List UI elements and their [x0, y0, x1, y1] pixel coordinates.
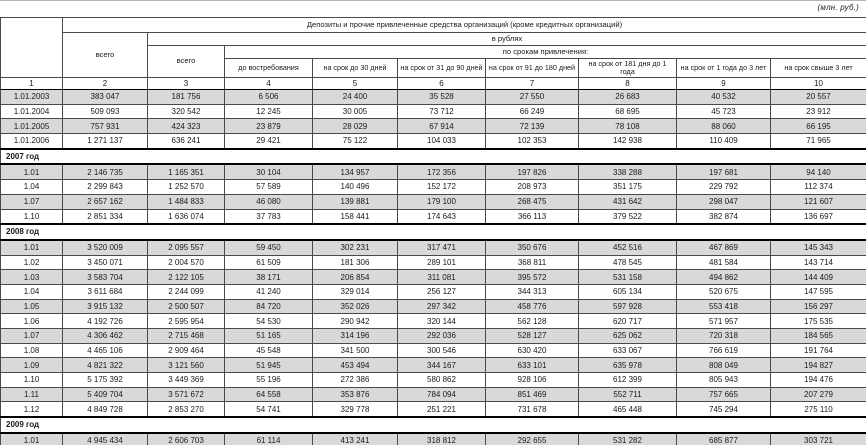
value-cell: 341 500 [313, 343, 398, 358]
value-cell: 6 506 [225, 90, 313, 105]
value-cell: 37 783 [225, 209, 313, 224]
value-cell: 2 299 843 [63, 180, 148, 195]
value-cell: 268 475 [486, 194, 579, 209]
value-cell: 528 127 [486, 329, 579, 344]
date-cell: 1.10 [1, 373, 63, 388]
value-cell: 23 912 [771, 104, 866, 119]
header-row-group [1, 18, 866, 33]
value-cell: 23 879 [225, 119, 313, 134]
deposits-table [0, 17, 866, 445]
value-cell: 144 409 [771, 270, 866, 285]
value-cell: 465 448 [579, 402, 677, 417]
year-section-row [1, 417, 866, 433]
value-cell: 3 611 684 [63, 284, 148, 299]
value-cell: 382 874 [677, 209, 771, 224]
value-cell: 139 881 [313, 194, 398, 209]
col-number: 10 [771, 78, 866, 90]
value-cell: 145 343 [771, 240, 866, 255]
value-cell: 290 942 [313, 314, 398, 329]
table-row [1, 134, 866, 149]
value-cell: 4 821 322 [63, 358, 148, 373]
table-row [1, 387, 866, 402]
table-row [1, 314, 866, 329]
value-cell: 66 195 [771, 119, 866, 134]
value-cell: 197 826 [486, 164, 579, 179]
term-col-header: на срок до 30 дней [313, 59, 398, 78]
value-cell: 51 165 [225, 329, 313, 344]
year-section-row [1, 149, 866, 165]
year-section-row [1, 224, 866, 240]
col-number: 3 [148, 78, 225, 90]
value-cell: 4 945 434 [63, 433, 148, 445]
value-cell: 292 036 [398, 329, 486, 344]
value-cell: 3 520 009 [63, 240, 148, 255]
value-cell: 383 047 [63, 90, 148, 105]
value-cell: 413 241 [313, 433, 398, 445]
value-cell: 3 583 704 [63, 270, 148, 285]
value-cell: 3 121 560 [148, 358, 225, 373]
value-cell: 350 676 [486, 240, 579, 255]
value-cell: 1 484 833 [148, 194, 225, 209]
value-cell: 625 062 [579, 329, 677, 344]
date-cell: 1.04 [1, 284, 63, 299]
value-cell: 59 450 [225, 240, 313, 255]
value-cell: 181 306 [313, 255, 398, 270]
value-cell: 181 756 [148, 90, 225, 105]
value-cell: 552 711 [579, 387, 677, 402]
value-cell: 66 249 [486, 104, 579, 119]
value-cell: 757 931 [63, 119, 148, 134]
total-all-header: всего [63, 33, 148, 78]
value-cell: 51 945 [225, 358, 313, 373]
table-head-rows [1, 18, 866, 90]
table-row [1, 240, 866, 255]
value-cell: 27 550 [486, 90, 579, 105]
date-cell: 1.01 [1, 164, 63, 179]
value-cell: 110 409 [677, 134, 771, 149]
date-cell: 1.01 [1, 433, 63, 445]
date-cell: 1.01.2006 [1, 134, 63, 149]
value-cell: 20 557 [771, 90, 866, 105]
value-cell: 467 869 [677, 240, 771, 255]
value-cell: 73 712 [398, 104, 486, 119]
value-cell: 297 342 [398, 299, 486, 314]
term-col-header: на срок от 181 дня до 1 года [579, 59, 677, 78]
table-row [1, 104, 866, 119]
col-number: 2 [63, 78, 148, 90]
value-cell: 2 853 270 [148, 402, 225, 417]
value-cell: 174 643 [398, 209, 486, 224]
date-cell: 1.02 [1, 255, 63, 270]
value-cell: 2 244 099 [148, 284, 225, 299]
value-cell: 272 386 [313, 373, 398, 388]
value-cell: 2 657 162 [63, 194, 148, 209]
table-row [1, 180, 866, 195]
date-cell: 1.12 [1, 402, 63, 417]
value-cell: 46 080 [225, 194, 313, 209]
value-cell: 84 720 [225, 299, 313, 314]
value-cell: 320 144 [398, 314, 486, 329]
value-cell: 12 245 [225, 104, 313, 119]
term-col-header: до востребования [225, 59, 313, 78]
unit-label: (млн. руб.) [817, 3, 859, 12]
value-cell: 229 792 [677, 180, 771, 195]
date-cell: 1.04 [1, 180, 63, 195]
year-section-label: 2009 год [1, 417, 866, 433]
col-number: 4 [225, 78, 313, 90]
value-cell: 67 914 [398, 119, 486, 134]
value-cell: 2 606 703 [148, 433, 225, 445]
value-cell: 5 409 704 [63, 387, 148, 402]
value-cell: 134 957 [313, 164, 398, 179]
value-cell: 112 374 [771, 180, 866, 195]
value-cell: 71 965 [771, 134, 866, 149]
value-cell: 57 589 [225, 180, 313, 195]
table-row [1, 255, 866, 270]
value-cell: 1 636 074 [148, 209, 225, 224]
value-cell: 5 175 392 [63, 373, 148, 388]
date-cell: 1.06 [1, 314, 63, 329]
value-cell: 597 928 [579, 299, 677, 314]
value-cell: 142 938 [579, 134, 677, 149]
value-cell: 41 240 [225, 284, 313, 299]
value-cell: 102 353 [486, 134, 579, 149]
value-cell: 453 494 [313, 358, 398, 373]
header-row-currency [1, 33, 866, 46]
value-cell: 206 854 [313, 270, 398, 285]
value-cell: 143 714 [771, 255, 866, 270]
table-row [1, 164, 866, 179]
total-rub-header: всего [148, 46, 225, 78]
value-cell: 2 095 557 [148, 240, 225, 255]
table-title-cell: Депозиты и прочие привлеченные средства организаций (кроме кредитных организаций) [63, 18, 866, 33]
value-cell: 275 110 [771, 402, 866, 417]
table-row [1, 433, 866, 445]
value-cell: 329 778 [313, 402, 398, 417]
value-cell: 633 101 [486, 358, 579, 373]
table-row [1, 209, 866, 224]
year-section-label: 2008 год [1, 224, 866, 240]
value-cell: 68 695 [579, 104, 677, 119]
value-cell: 531 158 [579, 270, 677, 285]
value-cell: 2 146 735 [63, 164, 148, 179]
value-cell: 636 241 [148, 134, 225, 149]
value-cell: 344 313 [486, 284, 579, 299]
value-cell: 351 175 [579, 180, 677, 195]
value-cell: 194 476 [771, 373, 866, 388]
value-cell: 78 108 [579, 119, 677, 134]
table-row [1, 299, 866, 314]
value-cell: 251 221 [398, 402, 486, 417]
value-cell: 179 100 [398, 194, 486, 209]
value-cell: 784 094 [398, 387, 486, 402]
value-cell: 30 104 [225, 164, 313, 179]
value-cell: 731 678 [486, 402, 579, 417]
value-cell: 175 535 [771, 314, 866, 329]
year-section-label: 2007 год [1, 149, 866, 165]
value-cell: 580 862 [398, 373, 486, 388]
value-cell: 478 545 [579, 255, 677, 270]
value-cell: 28 029 [313, 119, 398, 134]
value-cell: 805 943 [677, 373, 771, 388]
value-cell: 3 915 132 [63, 299, 148, 314]
table-row [1, 90, 866, 105]
table-body [1, 90, 866, 445]
date-cell: 1.09 [1, 358, 63, 373]
header-row-column-numbers [1, 78, 866, 90]
term-col-header: на срок свыше 3 лет [771, 59, 866, 78]
corner-cell [1, 18, 63, 78]
value-cell: 605 134 [579, 284, 677, 299]
term-col-header: на срок от 1 года до 3 лет [677, 59, 771, 78]
value-cell: 75 122 [313, 134, 398, 149]
value-cell: 292 655 [486, 433, 579, 445]
value-cell: 300 546 [398, 343, 486, 358]
table-row [1, 373, 866, 388]
col-number: 8 [579, 78, 677, 90]
value-cell: 424 323 [148, 119, 225, 134]
value-cell: 352 026 [313, 299, 398, 314]
value-cell: 38 171 [225, 270, 313, 285]
date-cell: 1.10 [1, 209, 63, 224]
value-cell: 55 196 [225, 373, 313, 388]
value-cell: 452 516 [579, 240, 677, 255]
value-cell: 156 297 [771, 299, 866, 314]
value-cell: 194 827 [771, 358, 866, 373]
value-cell: 172 356 [398, 164, 486, 179]
value-cell: 720 318 [677, 329, 771, 344]
value-cell: 29 421 [225, 134, 313, 149]
value-cell: 2 500 507 [148, 299, 225, 314]
value-cell: 45 548 [225, 343, 313, 358]
col-number: 5 [313, 78, 398, 90]
table-row [1, 270, 866, 285]
table-row [1, 329, 866, 344]
value-cell: 620 717 [579, 314, 677, 329]
value-cell: 94 140 [771, 164, 866, 179]
value-cell: 344 167 [398, 358, 486, 373]
value-cell: 72 139 [486, 119, 579, 134]
value-cell: 303 721 [771, 433, 866, 445]
value-cell: 54 530 [225, 314, 313, 329]
value-cell: 61 509 [225, 255, 313, 270]
value-cell: 35 528 [398, 90, 486, 105]
date-cell: 1.01.2004 [1, 104, 63, 119]
col-number: 1 [1, 78, 63, 90]
value-cell: 61 114 [225, 433, 313, 445]
value-cell: 338 288 [579, 164, 677, 179]
value-cell: 136 697 [771, 209, 866, 224]
value-cell: 24 400 [313, 90, 398, 105]
value-cell: 366 113 [486, 209, 579, 224]
date-cell: 1.05 [1, 299, 63, 314]
value-cell: 4 306 462 [63, 329, 148, 344]
value-cell: 318 812 [398, 433, 486, 445]
value-cell: 571 957 [677, 314, 771, 329]
value-cell: 289 101 [398, 255, 486, 270]
value-cell: 152 172 [398, 180, 486, 195]
value-cell: 311 081 [398, 270, 486, 285]
value-cell: 320 542 [148, 104, 225, 119]
value-cell: 329 014 [313, 284, 398, 299]
value-cell: 298 047 [677, 194, 771, 209]
value-cell: 2 909 464 [148, 343, 225, 358]
value-cell: 208 973 [486, 180, 579, 195]
value-cell: 45 723 [677, 104, 771, 119]
value-cell: 158 441 [313, 209, 398, 224]
date-cell: 1.01.2005 [1, 119, 63, 134]
value-cell: 121 607 [771, 194, 866, 209]
term-col-header: на срок от 91 до 180 дней [486, 59, 579, 78]
value-cell: 302 231 [313, 240, 398, 255]
value-cell: 808 049 [677, 358, 771, 373]
table-row [1, 284, 866, 299]
value-cell: 3 571 672 [148, 387, 225, 402]
value-cell: 766 619 [677, 343, 771, 358]
date-cell: 1.03 [1, 270, 63, 285]
value-cell: 1 165 351 [148, 164, 225, 179]
date-cell: 1.07 [1, 194, 63, 209]
value-cell: 520 675 [677, 284, 771, 299]
value-cell: 4 192 726 [63, 314, 148, 329]
date-cell: 1.08 [1, 343, 63, 358]
col-number: 7 [486, 78, 579, 90]
terms-group-header: по срокам привлечения: [225, 46, 866, 59]
value-cell: 2 595 954 [148, 314, 225, 329]
value-cell: 207 279 [771, 387, 866, 402]
value-cell: 757 665 [677, 387, 771, 402]
value-cell: 379 522 [579, 209, 677, 224]
term-col-header: на срок от 31 до 90 дней [398, 59, 486, 78]
value-cell: 562 128 [486, 314, 579, 329]
value-cell: 2 851 334 [63, 209, 148, 224]
value-cell: 2 004 570 [148, 255, 225, 270]
value-cell: 64 558 [225, 387, 313, 402]
value-cell: 553 418 [677, 299, 771, 314]
value-cell: 3 450 071 [63, 255, 148, 270]
value-cell: 54 741 [225, 402, 313, 417]
value-cell: 88 060 [677, 119, 771, 134]
value-cell: 1 271 137 [63, 134, 148, 149]
value-cell: 458 776 [486, 299, 579, 314]
value-cell: 4 849 728 [63, 402, 148, 417]
value-cell: 3 449 369 [148, 373, 225, 388]
rubles-group-header: в рублях [148, 33, 866, 46]
table-row [1, 194, 866, 209]
value-cell: 40 532 [677, 90, 771, 105]
col-number: 6 [398, 78, 486, 90]
value-cell: 431 642 [579, 194, 677, 209]
value-cell: 395 572 [486, 270, 579, 285]
value-cell: 104 033 [398, 134, 486, 149]
table-row [1, 343, 866, 358]
value-cell: 30 005 [313, 104, 398, 119]
value-cell: 4 465 106 [63, 343, 148, 358]
value-cell: 494 862 [677, 270, 771, 285]
top-divider-line [0, 0, 866, 1]
date-cell: 1.11 [1, 387, 63, 402]
value-cell: 26 683 [579, 90, 677, 105]
value-cell: 140 496 [313, 180, 398, 195]
value-cell: 191 764 [771, 343, 866, 358]
value-cell: 633 067 [579, 343, 677, 358]
value-cell: 745 294 [677, 402, 771, 417]
table-row [1, 119, 866, 134]
value-cell: 2 715 468 [148, 329, 225, 344]
value-cell: 1 252 570 [148, 180, 225, 195]
table-row [1, 358, 866, 373]
value-cell: 685 877 [677, 433, 771, 445]
value-cell: 197 681 [677, 164, 771, 179]
value-cell: 630 420 [486, 343, 579, 358]
date-cell: 1.01.2003 [1, 90, 63, 105]
value-cell: 531 282 [579, 433, 677, 445]
value-cell: 353 876 [313, 387, 398, 402]
value-cell: 2 122 105 [148, 270, 225, 285]
date-cell: 1.07 [1, 329, 63, 344]
value-cell: 317 471 [398, 240, 486, 255]
value-cell: 851 469 [486, 387, 579, 402]
col-number: 9 [677, 78, 771, 90]
value-cell: 509 093 [63, 104, 148, 119]
date-cell: 1.01 [1, 240, 63, 255]
value-cell: 481 584 [677, 255, 771, 270]
value-cell: 314 196 [313, 329, 398, 344]
value-cell: 147 595 [771, 284, 866, 299]
value-cell: 928 106 [486, 373, 579, 388]
value-cell: 184 565 [771, 329, 866, 344]
value-cell: 256 127 [398, 284, 486, 299]
value-cell: 635 978 [579, 358, 677, 373]
value-cell: 612 399 [579, 373, 677, 388]
value-cell: 368 811 [486, 255, 579, 270]
table-row [1, 402, 866, 417]
